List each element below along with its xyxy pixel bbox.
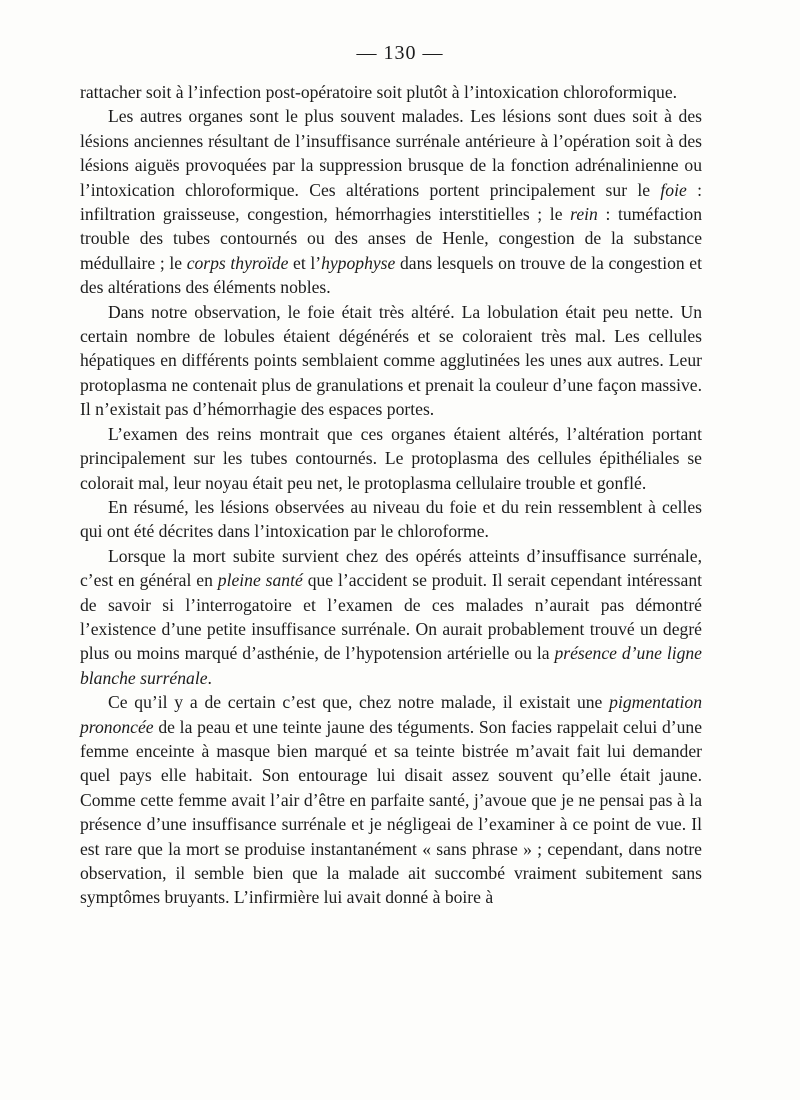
text-segment: rattacher soit à l’infection post-opératoire soit plutôt à l’intoxication chloroformique. xyxy=(80,82,678,102)
page-number: — 130 — xyxy=(356,42,444,64)
text-segment: Dans notre observation, le foie était très altéré. La lobulation était peu nette. Un certain nombre de lobules étaient dégénérés et se coloraient très mal. Les cellules hépatiques en différents points semblaient comme agglutinées les unes aux autres. Leur protoplasma ne contenait plus de granulations et prenait la couleur d’une façon massive. Il n’existait pas d’hémorrhagie des espaces portes. xyxy=(80,301,702,420)
italic-text: hypophyse xyxy=(321,252,396,273)
italic-text: présence d’une ligne blanche surrénale xyxy=(80,643,702,688)
text-segment: En résumé, les lésions observées au niveau du foie et du rein ressemblent à celles qui ont été décrites dans l’intoxication par le chloroforme. xyxy=(80,496,702,542)
body-text xyxy=(80,80,702,910)
text-segment: que l’accident se produit. Il serait cependant intéressant de savoir si l’interrogatoire et l’examen de ces malades n’aurait pas démontré l’existence d’une petite insuffisance surrénale. On aurait probablement trouvé un degré plus ou moins marqué d’asthénie, de l’hypotension artérielle ou la xyxy=(80,570,702,664)
paragraph xyxy=(80,104,702,299)
paragraph xyxy=(80,300,702,422)
paragraph xyxy=(80,495,702,544)
text-segment: . xyxy=(207,667,212,688)
paragraph xyxy=(80,544,702,690)
paragraph xyxy=(80,80,702,104)
text-segment: : tuméfaction trouble des tubes contournés ou des anses de Henle, congestion de la substance médullaire ; le xyxy=(80,204,702,273)
text-segment: Ce qu’il y a de certain c’est que, chez notre malade, il existait une xyxy=(108,692,610,713)
paragraph xyxy=(80,422,702,495)
text-segment: dans lesquels on trouve de la congestion et des altérations des éléments nobles. xyxy=(80,252,702,298)
italic-text: foie xyxy=(660,179,687,200)
paragraph xyxy=(80,690,702,910)
text-segment: et l’ xyxy=(288,252,322,273)
text-segment: de la peau et une teinte jaune des téguments. Son facies rappelait celui d’une femme enceinte à masque bien marqué et sa teinte bistrée m’avait fait lui demander quel pays elle habitait. Son entourage lui disait assez souvent qu’elle était jaune. Comme cette femme avait l’air d’être en parfaite santé, j’avoue que je ne pensai pas à la présence d’une insuffisance surrénale et je négligeai de l’examiner à ce point de vue. Il est rare que la mort se produise instantanément « sans phrase » ; cependant, dans notre observation, il semble bien que la malade ait succombé vraiment subitement sans symptômes bruyants. L’infirmière lui avait donné à boire à xyxy=(80,716,702,908)
text-segment: : infiltration graisseuse, congestion, hémorrhagies interstitielles ; le xyxy=(80,179,702,225)
italic-text: rein xyxy=(570,204,598,225)
italic-text: pleine santé xyxy=(217,570,303,591)
italic-text: corps thyroïde xyxy=(186,252,289,273)
text-segment: Les autres organes sont le plus souvent malades. Les lésions sont dues soit à des lésions anciennes résultant de l’insuffisance surrénale antérieure à l’opération soit à des lésions aiguës provoquées par la suppression brusque de la fonction adrénalinienne ou l’intoxication chloroformique. Ces altérations portent principalement sur le xyxy=(80,106,702,200)
text-segment: Lorsque la mort subite survient chez des opérés atteints d’insuffisance surrénale, c’est en général en xyxy=(80,545,702,591)
italic-text: pigmentation prononcée xyxy=(80,692,702,737)
text-segment: L’examen des reins montrait que ces organes étaient altérés, l’altération portant principalement sur les tubes contournés. Le protoplasma des cellules épithéliales se colorait mal, leur noyau était peu net, le protoplasma cellulaire trouble et gonflé. xyxy=(80,423,702,493)
